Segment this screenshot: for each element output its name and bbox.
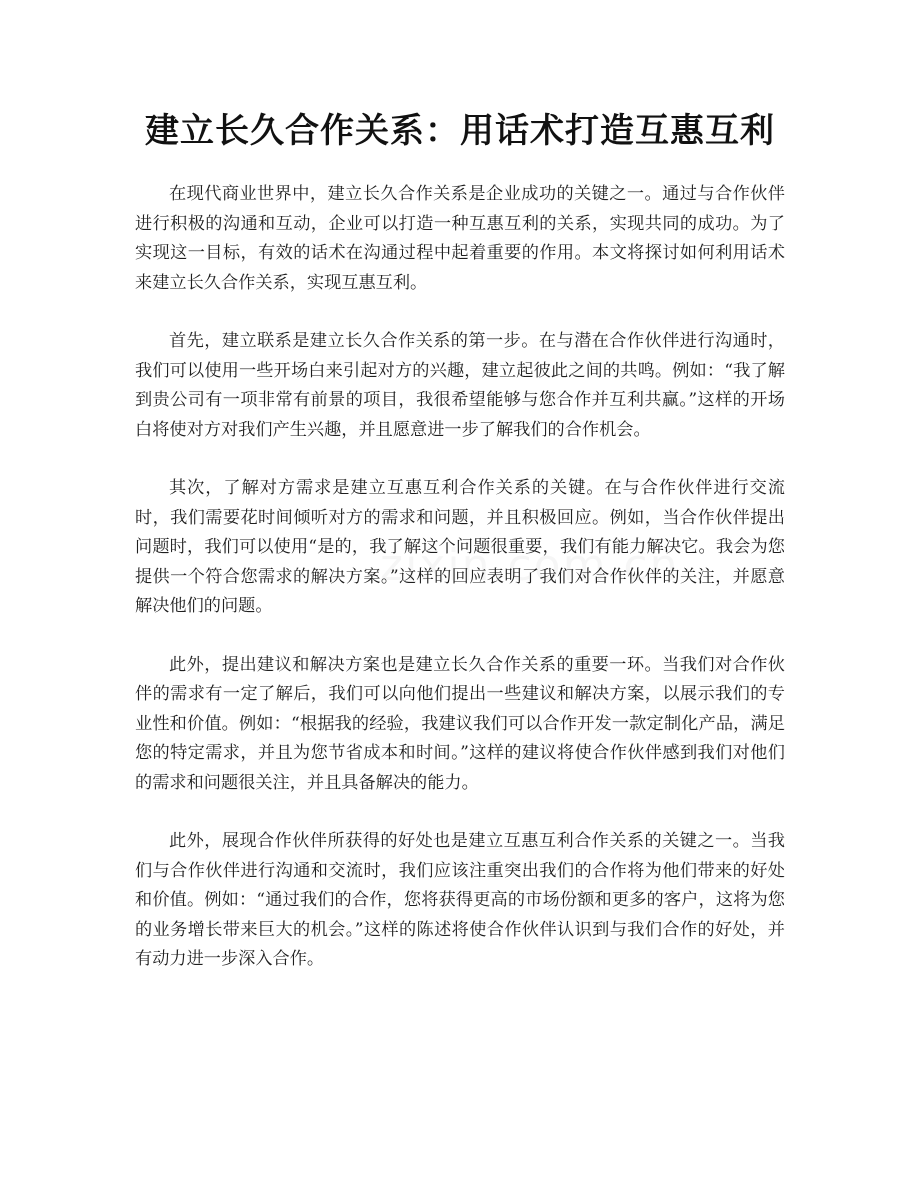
paragraph-2: 首先，建立联系是建立长久合作关系的第一步。在与潜在合作伙伴进行沟通时，我们可以使用一些开场白来引起对方的兴趣，建立起彼此之间的共鸣。例如：“我了解到贵公司有一项非常有前景的项目，我很希望能够与您合作并互利共赢。”这样的开场白将使对方对我们产生兴趣，并且愿意进一步了解我们的合作机会。 [135,331,785,440]
paragraph-3: 其次，了解对方需求是建立互惠互利合作关系的关键。在与合作伙伴进行交流时，我们需要花时间倾听对方的需求和问题，并且积极回应。例如，当合作伙伴提出问题时，我们可以使用“是的，我了解这个问题很重要，我们有能力解决它。我会为您提供一个符合您需求的解决方案。”这样的回应表明了我们对合作伙伴的关注，并愿意解决他们的问题。 [135,478,785,616]
paragraph-4: 此外，提出建议和解决方案也是建立长久合作关系的重要一环。当我们对合作伙伴的需求有一定了解后，我们可以向他们提出一些建议和解决方案，以展示我们的专业性和价值。例如：“根据我的经验，我建议我们可以合作开发一款定制化产品，满足您的特定需求，并且为您节省成本和时间。”这样的建议将使合作伙伴感到我们对他们的需求和问题很关注，并且具备解决的能力。 [135,654,785,793]
paragraph-5: 此外，展现合作伙伴所获得的好处也是建立互惠互利合作关系的关键之一。当我们与合作伙伴进行沟通和交流时，我们应该注重突出我们的合作将为他们带来的好处和价值。例如：“通过我们的合作，您将获得更高的市场份额和更多的客户，这将为您的业务增长带来巨大的机会。”这样的陈述将使合作伙伴认识到与我们合作的好处，并有动力进一步深入合作。 [135,831,785,969]
paragraph-1: 在现代商业世界中，建立长久合作关系是企业成功的关键之一。通过与合作伙伴进行积极的沟通和互动，企业可以打造一种互惠互利的关系，实现共同的成功。为了实现这一目标，有效的话术在沟通过程中起着重要的作用。本文将探讨如何利用话术来建立长久合作关系，实现互惠互利。 [135,184,785,293]
document-body [135,180,785,1004]
document-title: 建立长久合作关系：用话术打造互惠互利 [145,111,775,151]
